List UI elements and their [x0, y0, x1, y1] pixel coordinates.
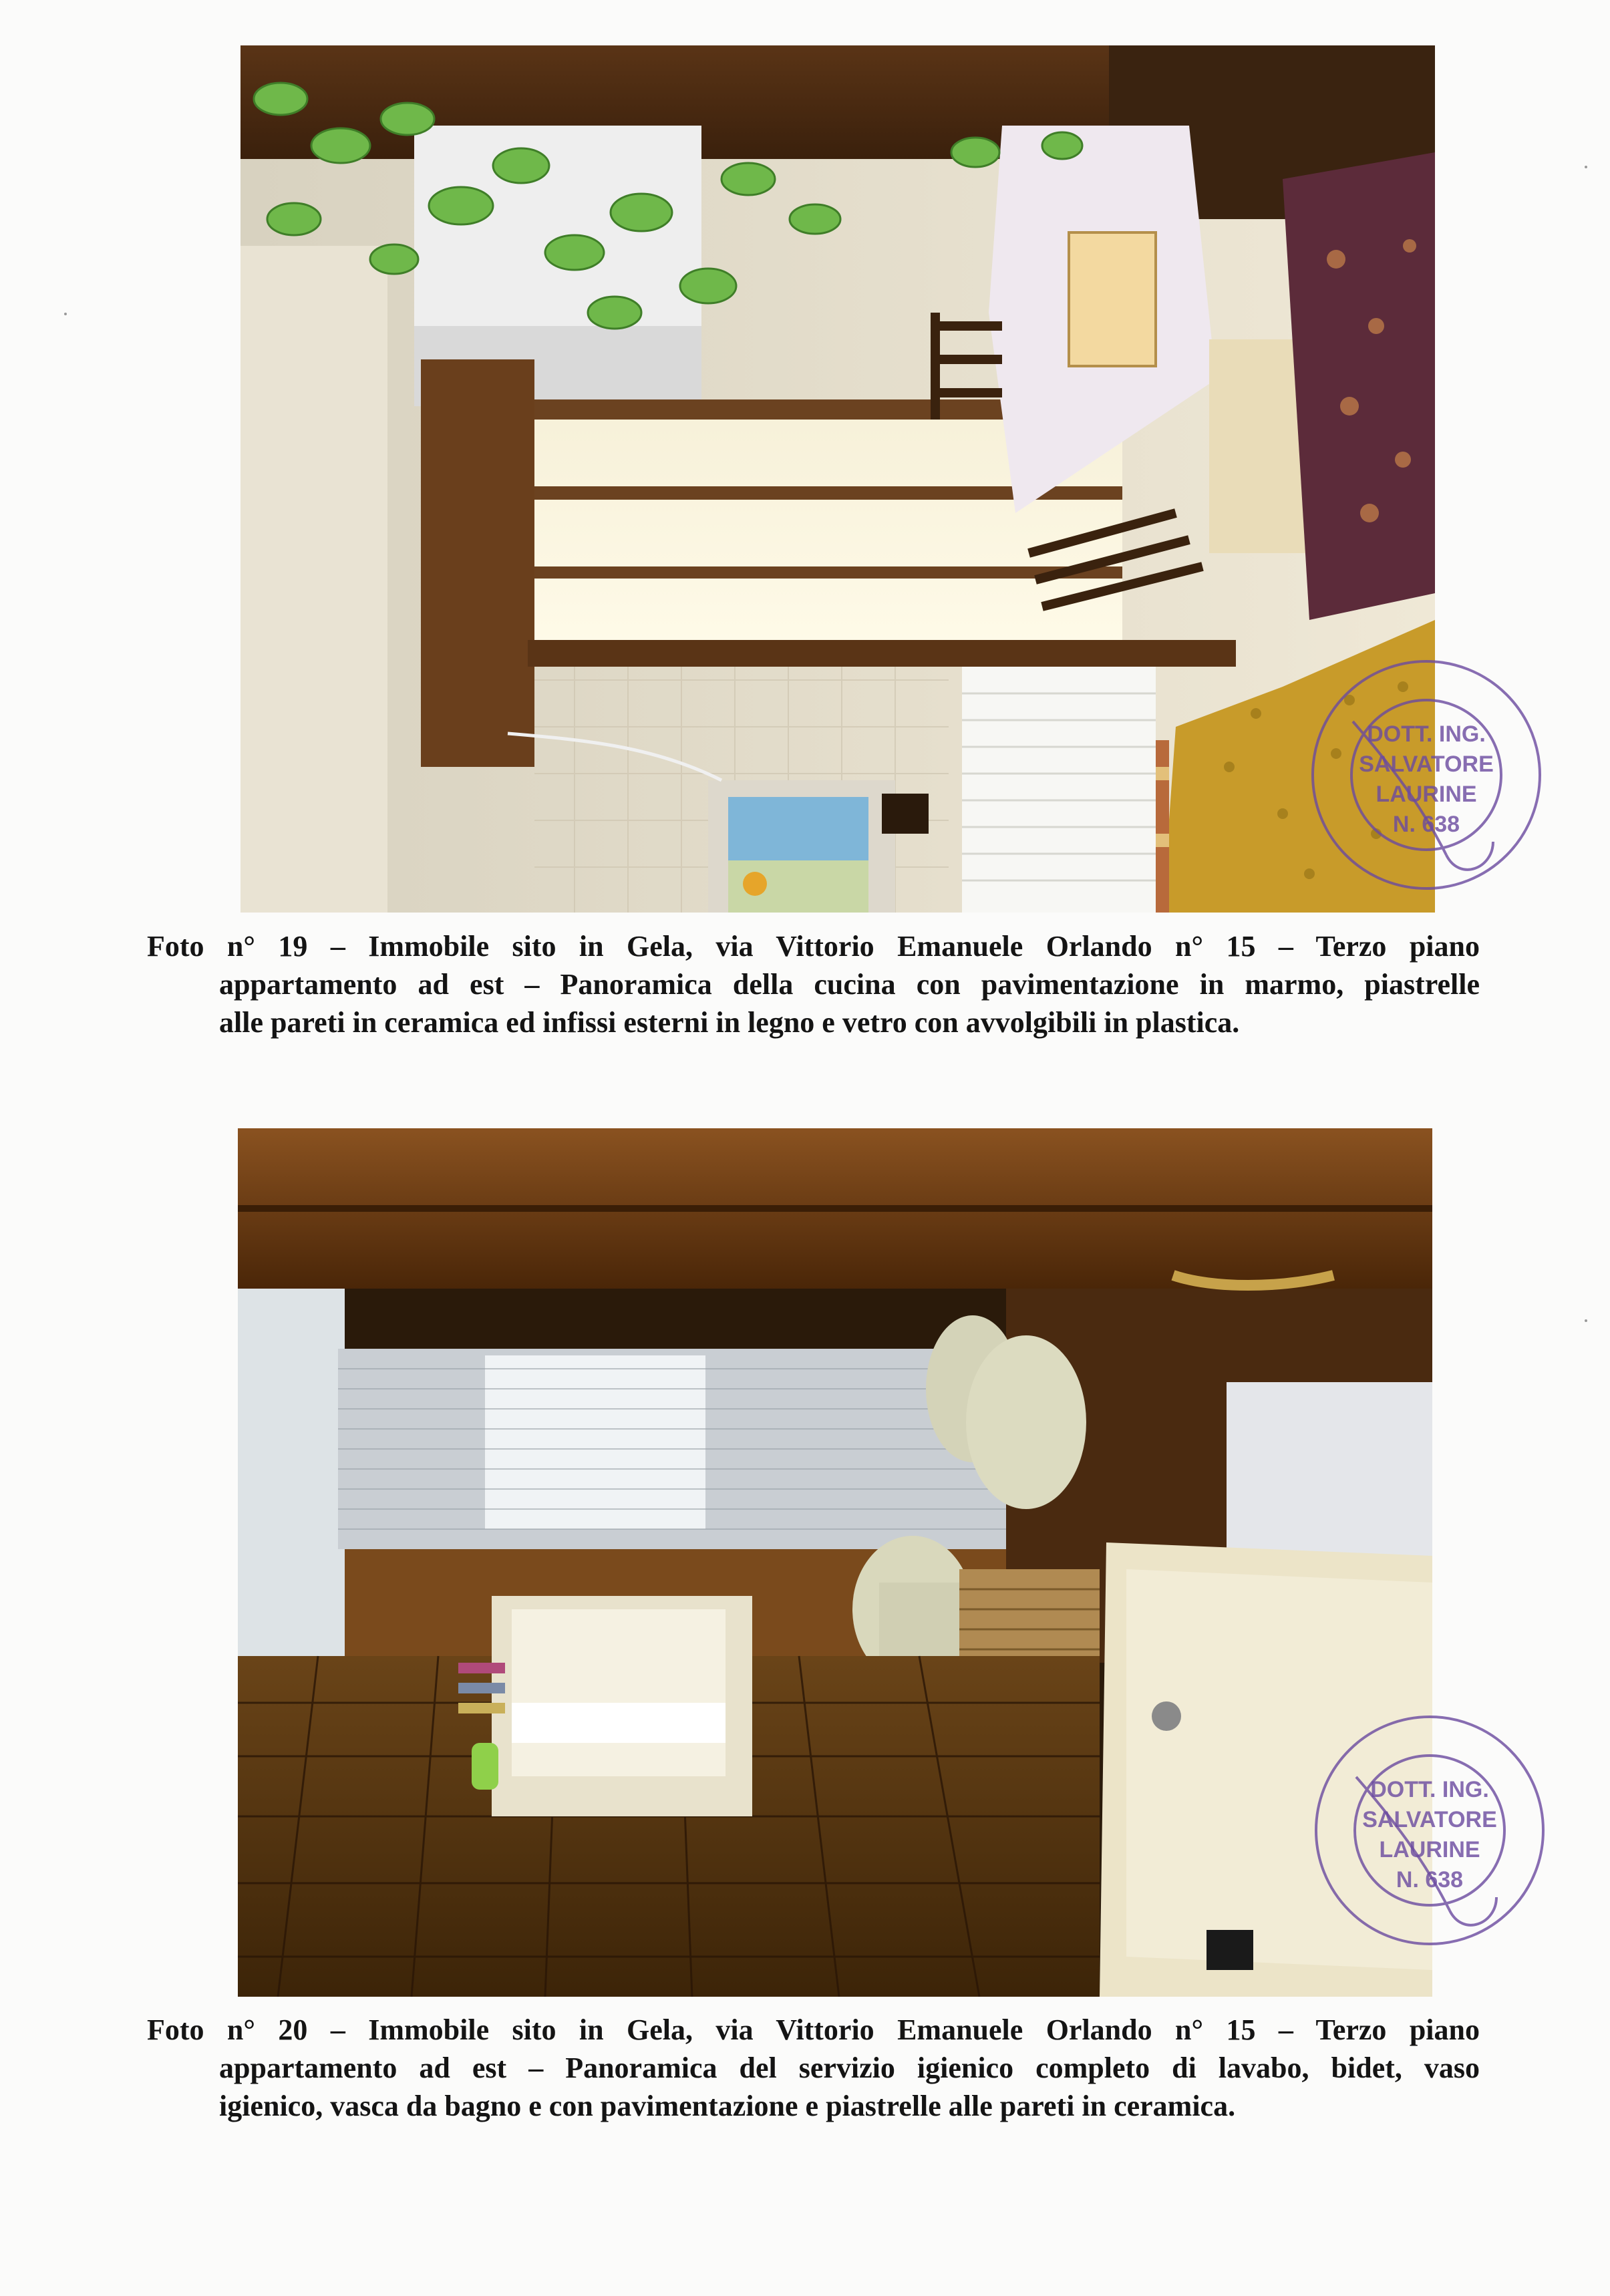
- caption-line: alle pareti in ceramica ed infissi esterni in legno e vetro con avvolgibili in plastica.: [219, 1006, 1240, 1039]
- svg-text:SALVATORE: SALVATORE: [1362, 1807, 1497, 1832]
- kitchen-photo-image: [240, 45, 1435, 913]
- scan-speck: [64, 313, 67, 315]
- photo-kitchen: [240, 45, 1435, 913]
- svg-text:LAURINE: LAURINE: [1376, 782, 1477, 807]
- bathroom-photo-image: [238, 1128, 1432, 1997]
- caption-line: appartamento ad est – Panoramica del servizio igienico completo di lavabo, bidet, vaso: [219, 2052, 1480, 2084]
- caption-line: Foto n° 19 – Immobile sito in Gela, via Vittorio Emanuele Orlando n° 15 – Terzo piano: [147, 930, 1480, 963]
- svg-text:N. 638: N. 638: [1392, 812, 1460, 837]
- photo-bathroom: [238, 1128, 1432, 1997]
- svg-text:DOTT. ING.: DOTT. ING.: [1367, 721, 1486, 747]
- photo-20-caption: [147, 2011, 1480, 2125]
- svg-text:N. 638: N. 638: [1396, 1867, 1464, 1893]
- caption-line: appartamento ad est – Panoramica della cucina con pavimentazione in marmo, piastrelle: [219, 968, 1480, 1001]
- caption-line: igienico, vasca da bagno e con pavimentazione e piastrelle alle pareti in ceramica.: [219, 2090, 1236, 2122]
- scan-speck: [1585, 166, 1587, 168]
- svg-text:SALVATORE: SALVATORE: [1359, 752, 1494, 777]
- svg-text:DOTT. ING.: DOTT. ING.: [1370, 1777, 1489, 1802]
- svg-text:LAURINE: LAURINE: [1379, 1837, 1480, 1862]
- photo-19-caption: [147, 927, 1480, 1041]
- scan-speck: [1585, 1319, 1587, 1322]
- caption-line: Foto n° 20 – Immobile sito in Gela, via Vittorio Emanuele Orlando n° 15 – Terzo piano: [147, 2013, 1480, 2046]
